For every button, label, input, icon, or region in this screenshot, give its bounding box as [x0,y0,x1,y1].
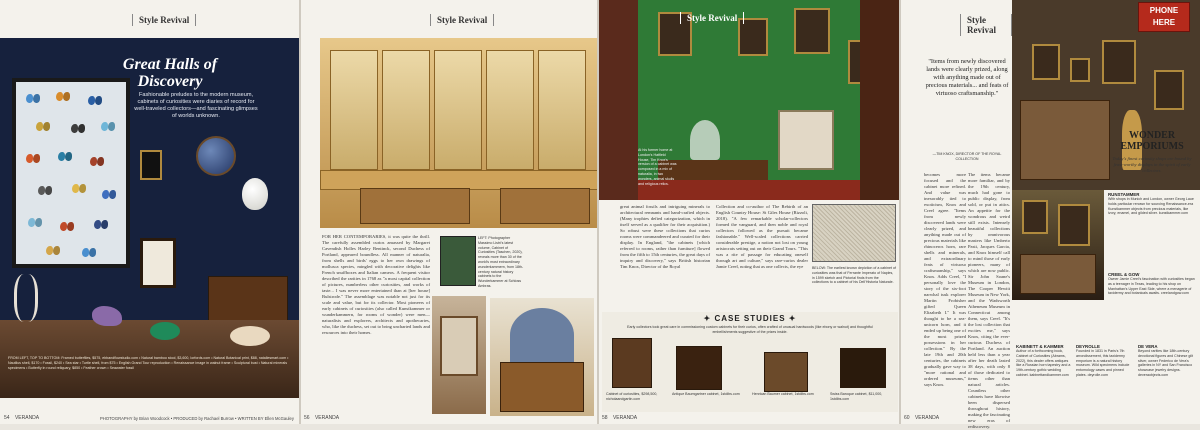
photo-caption: At his former home at London's Hatfield House, Tim Knox's version of a cabinet was composed in a mix of naturalia, in two wonders, animal skulls and religious relics. [638,148,677,186]
phone-sign [1138,2,1190,32]
case-item-1: Cabinet of curiosities, $298,500, nicholaandgartin.com [606,392,658,401]
mineral-specimen [92,306,122,326]
body-copy-left: great animal fossils and intriguing minerals to architectural remnants and hand-crafted objects. (Many trophies defied categorization, which in itself served as a qualifier for their acquisition.) So robust were these collections that curios rooms were commandeered and curated for their display. In England, "the cabinets [which referred to rooms, rather than furniture] flowed from the fifth to 15th centuries, the great days of inquiry and discovery," says British historian Tim Knox, Director of the Royal [620,204,710,269]
page-footer [904,415,939,421]
page-title: Great Halls of Discovery [122,56,218,90]
display-table [360,188,470,224]
page-gutter [597,0,599,424]
chapel-cabinet-photo [490,298,594,416]
ostrich-egg [242,178,268,210]
coral-branch [14,274,38,322]
green-mineral [150,322,180,340]
gilded-cabinet-room-photo [320,38,598,228]
body-copy-right: Collection and co-author of The Rebirth of an English Country House: St Giles House (Rizzoli, 2018). "A few remarkable scholar-collectors formed the vanguard, and then noble and royal collectors followed as the pursuit became fashionable." Well-scaled collections carried considerable prestige, a notion not lost on young aristocrats setting out on their Grand Tours. "This was a rite of passage for educating oneself through art and culture," says rare-curios dealer Jamie Creel, noting that as one collects, the eye [716,204,808,269]
wallpaper-room-photo [432,296,486,414]
case-item-4: Swiss Baroque cabinet, $11,000, 1stdibs.com [830,392,883,401]
shop-text: With shops in Munich and London, owner Georg Laue holds particular renown for sourcing Renaissance-era Kunstkammer objects from precious materials, like ivory, enamel, and gilded silver. kunstkammer.com [1108,197,1194,216]
folio: 60 [904,415,910,421]
cabinet-image-4 [840,348,886,388]
shop-name: CREEL & GOW [1108,272,1140,277]
magazine-name: VERANDA [14,415,40,421]
body-copy: FOR HER CONTEMPORARIES, it was quite the thrill. The carefully assembled curios amassed by Margaret Cavendish Holles Harley Bentinck, second Duchess of Portland, appeared boundless. All manner of naturalia, from shells and birds' eggs to her own drawings of mollusca species, mingled with decorative delights like French snuffboxes and Italian cameos. A frequent visitor described the rarities in 1768 as "a most capital collection of pictures, numberless other curiosities, and works of taste... I was never more entertained than at [her house] Bulstrode." The assemblage was notable not just for its scale and value, but for its collector. Most pioneers of early cabinets of curiosities (also called Kunstkammer or wunderkammern, for rooms of wonder) were men—naturalists and explorers, architects and apothecaries, who, like the duchess, set out to bring uncharted lands and resources into their homes. [322,234,430,335]
shop-text: Owner Jamie Creel's fascination with curiosities began as a teenager in Texas, leading to his shop on Manhattan's Upper East Side, where a menagerie of taxidermy and botanicals awaits. creelandgow.com [1108,277,1195,296]
butterfly-frame [12,78,130,268]
page-footer [602,415,637,421]
phone-sign-line1: PHONE [1149,6,1179,15]
section-title: WONDER EMPORIUMS [1120,130,1184,152]
case-studies-title: ✦ CASE STUDIES ✦ [703,314,797,323]
page-great-halls [0,0,300,424]
shell [230,326,270,346]
case-item-3: Henrican Baumer cabinet, 1stdibs.com [752,392,814,396]
intro-text: Fashionable preludes to the modern museum, cabinets of curiosities were diaries of record for well-traveled collectors—and fascinating glimpses of worlds unknown. [134,92,258,119]
magazine-name: VERANDA [314,415,340,421]
case-studies-intro: Early collectors took great care in commissioning custom cabinets for their curios, often crafted of unusual hardwoods (like ebony or walnut) and thoughtful embellishments suggestive of the prizes inside. [627,325,873,334]
cabinet-image-3 [764,352,808,392]
page-footer [304,415,339,421]
magazine-name: VERANDA [612,415,638,421]
case-studies-heading: CASE STUDIES [714,314,786,323]
product-caption: FROM LEFT, TOP TO BOTTOM: Framed butterflies, $575, ebbandflowstudio.com • Natural bamboo stool, $3,600, lorfords.com • Natural Botanical print, $88, nataliesmart.com • Nautilus shell, $170 • Fossil, $240 • Sea star • Turtle shell, from $75 • English Grand Tour reproduction • Renaissance image in walnut frame • Sculptural bust • Natural minerals specimens • Butterfly in round reliquary, $850 • Feather crown • Seawater fossil [8,356,289,370]
shop-detail-photo [1012,190,1104,300]
wooden-chest [208,276,288,324]
case-studies-box [602,312,898,412]
body-copy-left: becomes more focused and the cabinet more refined. And value was inexorably tied to exoticism, Knox and Creel agree. "Items from newly discovered lands were clearly prized, and anything made out of precious materials like rhinoceros horn, rare shells and minerals, and extraordinary feats of virtuoso craftsmanship," says Knox. Adds Creel, "I personally love the story of the six-foot narwhal tusk explorer Martin Frobisher gifted Queen Elizabeth I." It was thought to be a sea-unicorn horn, and it ended up being one of the most prized possessions in her collection." By the late 19th and 20th centuries, the cabinets gradually gave way to "more rational and ordered museums," says Knox. [924,172,966,387]
phone-sign-line2: HERE [1152,18,1176,27]
shop-entry [1076,344,1134,414]
shelf-unit [1020,100,1110,180]
folio: 54 [4,415,10,421]
book-cover [440,236,476,286]
page-gutter [899,0,901,424]
page-case-studies [598,0,900,424]
pull-quote: "Items from newly discovered lands were clearly prized, along with anything made out of precious materials... and feats of virtuoso craftsmanship." [925,58,1009,97]
engraving-caption: BELOW: The earliest known depiction of a cabinet of curiosities was that of Ferrante Imperato of Naples, in 1599 sketch and Pictorial finds from the collections to a cabinet of his Dell'Historia Naturale. [812,266,896,285]
magazine-name: VERANDA [914,415,940,421]
section-header: Style Revival [132,14,196,26]
shop-name: KABINETT & KAMMER [1016,344,1064,349]
shop-text: Beyond rarities like 18th-century devotional figures and Chinese gilt silver, owner Federico de Vera's galleries in NY and San Francisco showcase jewelry designs. deveraobjects.com [1138,349,1193,377]
case-item-2: Antique Baumgartner cabinet, 1stdibs.com [672,392,740,396]
section-header: Style Revival [960,14,1012,36]
small-frame [140,150,162,180]
shop-name: DE VERA [1138,344,1158,349]
shop-entry [1108,192,1196,252]
cabinet-photo [0,38,300,398]
bell-jar [690,120,720,160]
page-wonder-emporiums [1012,0,1200,424]
page-footer [4,415,39,421]
section-header: Style Revival [680,12,744,24]
cabinet-image-2 [676,346,722,390]
folio: 56 [304,415,310,421]
snake-print [140,238,176,288]
engraving [812,204,896,262]
section-header: Style Revival [430,14,494,26]
page-museum-cabinets [300,0,598,424]
shop-name: DEYROLLE [1076,344,1100,349]
shop-entry [1138,344,1196,414]
shop-name: RUNSTAMMER [1108,192,1140,197]
display-table [500,188,590,224]
shop-entry [1016,344,1074,414]
page-pullquote [900,0,1012,429]
section-subtitle: Today's finest curiosity shops are bound by feast-worthy displays in the spirit of early collectors. [1112,156,1192,173]
photo-credits: PHOTOGRAPHY by Brian Woodcock • PRODUCED by Rachael Burrow • WRITTEN BY Ellen McGauley [100,416,294,421]
shop-text: Author of a forthcoming book, Cabinet of Curiosities (Abrams, 2022), this dealer offers antiques like a Russian horn tapestry and a 19th-century gothic wedding cabinet. kabinettandkammer.com [1016,349,1071,377]
fireplace [778,110,834,170]
shop-text: Founded in 1831 in Paris's 7th arrondissement, this taxidermy emporium is a natural history museum. Wild specimens include entomology cases and pinned plates. deyrolle.com [1076,349,1130,377]
page-gutter [299,0,301,424]
reliquary-orb [196,136,236,176]
cabinet-image-1 [612,338,652,388]
body-copy-right: The items became more familiar, and by the 19th century, much had gone to public display, from sold, or put in attics. An appetite for the wondrous and weird still exists. Intensely beautiful collections by omnivorous masters like Umberto Pasti, Jacques Garcia, and Knox himself call to mind those of early pioneers, many of which are now public. Sir John Soane's Museum in London, The Cooper Hewitt Museum in New York, and the Wadsworth Atheneum Museum in Connecticut among them, says Creel. "It's the lost collection that excites me," says Knox, citing the ever-curious Duchess of Portland. An auction held less than a year after her death lasted 38 days, with only 8 of those dedicated to items other than natural articles. Countless other cabinets have likewise been dispersed throughout history, making the fascinating new eras of rediscovery. [968,172,1010,429]
folio: 58 [602,415,608,421]
quote-attribution: —TIM KNOX, DIRECTOR OF THE ROYAL COLLECTION [932,152,1002,161]
caption-left: LEFT: Photographer Massimo Listri's latest volume, Cabinet of Curiosities (Taschen, 2020), reveals more than 30 of the world's most extraordinary wunderkammern, from 18th-century natural history cabinets to the Wunderkammer at Schloss Ambras. [478,236,524,288]
shop-entry [1108,272,1196,332]
